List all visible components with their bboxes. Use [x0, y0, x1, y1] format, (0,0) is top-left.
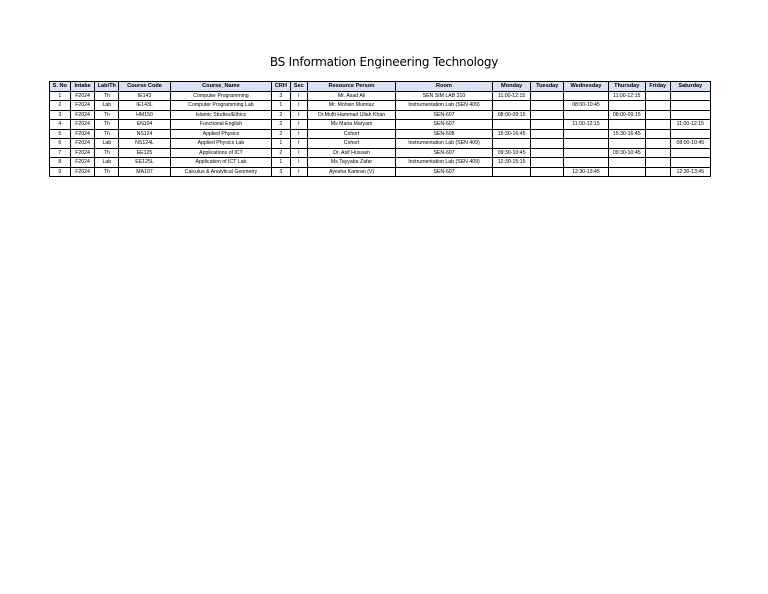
cell-resource-person: Cohort: [308, 139, 396, 149]
cell-wednesday: 12:30-13:45: [564, 167, 608, 177]
cell-sec: I: [290, 120, 308, 130]
cell-friday: [645, 158, 670, 168]
cell-crh: 3: [272, 91, 291, 101]
cell-course-code: IE143L: [119, 101, 171, 111]
cell-sec: I: [290, 101, 308, 111]
timetable: [49, 81, 711, 177]
cell-lab-th: Lab: [95, 101, 119, 111]
cell-tuesday: [531, 158, 564, 168]
cell-course-name: Application of ICT Lab: [170, 158, 271, 168]
cell-friday: [645, 139, 670, 149]
cell-crh: 1: [272, 139, 291, 149]
column-header-room: Room: [395, 82, 492, 92]
cell-lab-th: Th: [95, 120, 119, 130]
column-header-resource-person: Resource Person: [308, 82, 396, 92]
cell-room: SEN-607: [395, 110, 492, 120]
cell-friday: [645, 129, 670, 139]
cell-thursday: 09:30-10:45: [608, 148, 645, 158]
cell-tuesday: [531, 91, 564, 101]
cell-sec: I: [290, 148, 308, 158]
cell-tuesday: [531, 167, 564, 177]
cell-monday: 09:30-10:45: [493, 148, 531, 158]
cell-intake: F2024: [70, 91, 95, 101]
cell-monday: 08:00-09:15: [493, 110, 531, 120]
cell-saturday: [670, 91, 710, 101]
table-row: [50, 129, 711, 139]
column-header-course-code: Course Code: [119, 82, 171, 92]
cell-saturday: [670, 148, 710, 158]
cell-thursday: [608, 120, 645, 130]
cell-room: SEN-607: [395, 167, 492, 177]
cell-intake: F2024: [70, 148, 95, 158]
page-title: BS Information Engineering Technology: [269, 55, 499, 69]
cell-course-code: MA107: [119, 167, 171, 177]
cell-sno: 7: [50, 148, 71, 158]
cell-wednesday: 11:00-12:15: [564, 120, 608, 130]
cell-tuesday: [531, 120, 564, 130]
cell-friday: [645, 91, 670, 101]
cell-sno: 9: [50, 167, 71, 177]
cell-thursday: 15:30-16:45: [608, 129, 645, 139]
cell-crh: 1: [272, 101, 291, 111]
cell-monday: [493, 139, 531, 149]
cell-friday: [645, 110, 670, 120]
cell-monday: 11:00-12:15: [493, 91, 531, 101]
column-header-thursday: Thursday: [608, 82, 645, 92]
cell-monday: 12:30-15:15: [493, 158, 531, 168]
cell-intake: F2024: [70, 167, 95, 177]
cell-course-code: NS124: [119, 129, 171, 139]
cell-lab-th: Th: [95, 167, 119, 177]
cell-crh: 2: [272, 148, 291, 158]
cell-course-name: Applied Physics: [170, 129, 271, 139]
cell-room: Instrumentation Lab (SEN 409): [395, 101, 492, 111]
cell-wednesday: [564, 148, 608, 158]
cell-wednesday: [564, 129, 608, 139]
cell-friday: [645, 101, 670, 111]
cell-sno: 5: [50, 129, 71, 139]
cell-sec: I: [290, 129, 308, 139]
table-row: [50, 158, 711, 168]
cell-course-code: EE125L: [119, 158, 171, 168]
cell-sec: I: [290, 110, 308, 120]
cell-saturday: [670, 110, 710, 120]
cell-thursday: 08:00-09:15: [608, 110, 645, 120]
column-header-intake: Intake: [70, 82, 95, 92]
cell-lab-th: Th: [95, 148, 119, 158]
cell-sno: 1: [50, 91, 71, 101]
cell-intake: F2024: [70, 110, 95, 120]
cell-thursday: [608, 158, 645, 168]
cell-lab-th: Lab: [95, 139, 119, 149]
cell-sno: 8: [50, 158, 71, 168]
cell-friday: [645, 120, 670, 130]
cell-resource-person: Mr. Asad Ali: [308, 91, 396, 101]
cell-room: Instrumentation Lab (SEN 409): [395, 158, 492, 168]
cell-course-code: HM150: [119, 110, 171, 120]
cell-saturday: 08:00-10:45: [670, 139, 710, 149]
table-row: [50, 167, 711, 177]
column-header-sec: Sec: [290, 82, 308, 92]
cell-resource-person: Ms Maria Maryam: [308, 120, 396, 130]
cell-lab-th: Th: [95, 91, 119, 101]
table-row: [50, 148, 711, 158]
cell-thursday: [608, 101, 645, 111]
cell-saturday: 11:00-12:15: [670, 120, 710, 130]
cell-wednesday: 08:00-10:45: [564, 101, 608, 111]
cell-monday: [493, 120, 531, 130]
cell-crh: 1: [272, 158, 291, 168]
table-row: [50, 120, 711, 130]
cell-room: Instrumentation Lab (SEN 409): [395, 139, 492, 149]
cell-tuesday: [531, 101, 564, 111]
table-row: [50, 91, 711, 101]
column-header-lab-th: Lab/Th: [95, 82, 119, 92]
cell-intake: F2024: [70, 101, 95, 111]
cell-sno: 2: [50, 101, 71, 111]
cell-room: SEN-607: [395, 148, 492, 158]
table-row: [50, 139, 711, 149]
cell-course-name: Calculus & Analytical Geometry: [170, 167, 271, 177]
cell-room: SEN-608: [395, 129, 492, 139]
cell-friday: [645, 148, 670, 158]
column-header-saturday: Saturday: [670, 82, 710, 92]
column-header-crh: CRH: [272, 82, 291, 92]
cell-tuesday: [531, 139, 564, 149]
cell-sec: I: [290, 139, 308, 149]
cell-friday: [645, 167, 670, 177]
header-row: [50, 82, 711, 92]
cell-sno: 4: [50, 120, 71, 130]
cell-sno: 3: [50, 110, 71, 120]
cell-saturday: [670, 158, 710, 168]
cell-lab-th: Th: [95, 129, 119, 139]
cell-crh: 2: [272, 120, 291, 130]
cell-crh: 2: [272, 129, 291, 139]
cell-tuesday: [531, 129, 564, 139]
cell-wednesday: [564, 91, 608, 101]
cell-intake: F2024: [70, 158, 95, 168]
cell-course-name: Functional English: [170, 120, 271, 130]
column-header-wednesday: Wednesday: [564, 82, 608, 92]
cell-course-code: EE125: [119, 148, 171, 158]
cell-saturday: 12:30-13:45: [670, 167, 710, 177]
cell-crh: 2: [272, 110, 291, 120]
cell-sec: I: [290, 158, 308, 168]
cell-wednesday: [564, 139, 608, 149]
table-body: [50, 91, 711, 177]
cell-sec: I: [290, 167, 308, 177]
cell-course-code: EN104: [119, 120, 171, 130]
cell-thursday: 11:00-12:15: [608, 91, 645, 101]
column-header-monday: Monday: [493, 82, 531, 92]
cell-resource-person: Dr. Asif Hussain: [308, 148, 396, 158]
cell-tuesday: [531, 148, 564, 158]
cell-sno: 6: [50, 139, 71, 149]
cell-intake: F2024: [70, 139, 95, 149]
cell-wednesday: [564, 158, 608, 168]
cell-intake: F2024: [70, 120, 95, 130]
cell-course-name: Computer Programming Lab: [170, 101, 271, 111]
cell-course-name: Applications of ICT: [170, 148, 271, 158]
cell-thursday: [608, 167, 645, 177]
cell-room: SEN SIM LAB 310: [395, 91, 492, 101]
cell-saturday: [670, 101, 710, 111]
cell-monday: [493, 167, 531, 177]
cell-course-name: Islamic Studies/Ethics: [170, 110, 271, 120]
column-header-sno: S. No: [50, 82, 71, 92]
cell-thursday: [608, 139, 645, 149]
cell-resource-person: Cohort: [308, 129, 396, 139]
cell-wednesday: [564, 110, 608, 120]
cell-lab-th: Lab: [95, 158, 119, 168]
cell-tuesday: [531, 110, 564, 120]
table-row: [50, 101, 711, 111]
cell-room: SEN-607: [395, 120, 492, 130]
cell-resource-person: Dr.Mufti Hammad Ullah Khan: [308, 110, 396, 120]
cell-lab-th: Th: [95, 110, 119, 120]
cell-sec: I: [290, 91, 308, 101]
cell-monday: 15:30-16:45: [493, 129, 531, 139]
column-header-friday: Friday: [645, 82, 670, 92]
column-header-tuesday: Tuesday: [531, 82, 564, 92]
cell-saturday: [670, 129, 710, 139]
cell-resource-person: Ayesha Kamran (V): [308, 167, 396, 177]
column-header-course-name: Course_Name: [170, 82, 271, 92]
table-row: [50, 110, 711, 120]
cell-resource-person: Ms Tayyaba Zafar: [308, 158, 396, 168]
cell-course-name: Computer Programming: [170, 91, 271, 101]
cell-course-name: Applied Physics Lab: [170, 139, 271, 149]
cell-course-code: IE143: [119, 91, 171, 101]
cell-crh: 3: [272, 167, 291, 177]
cell-resource-person: Mr. Mohsin Mumtaz: [308, 101, 396, 111]
cell-monday: [493, 101, 531, 111]
cell-intake: F2024: [70, 129, 95, 139]
cell-course-code: NS124L: [119, 139, 171, 149]
